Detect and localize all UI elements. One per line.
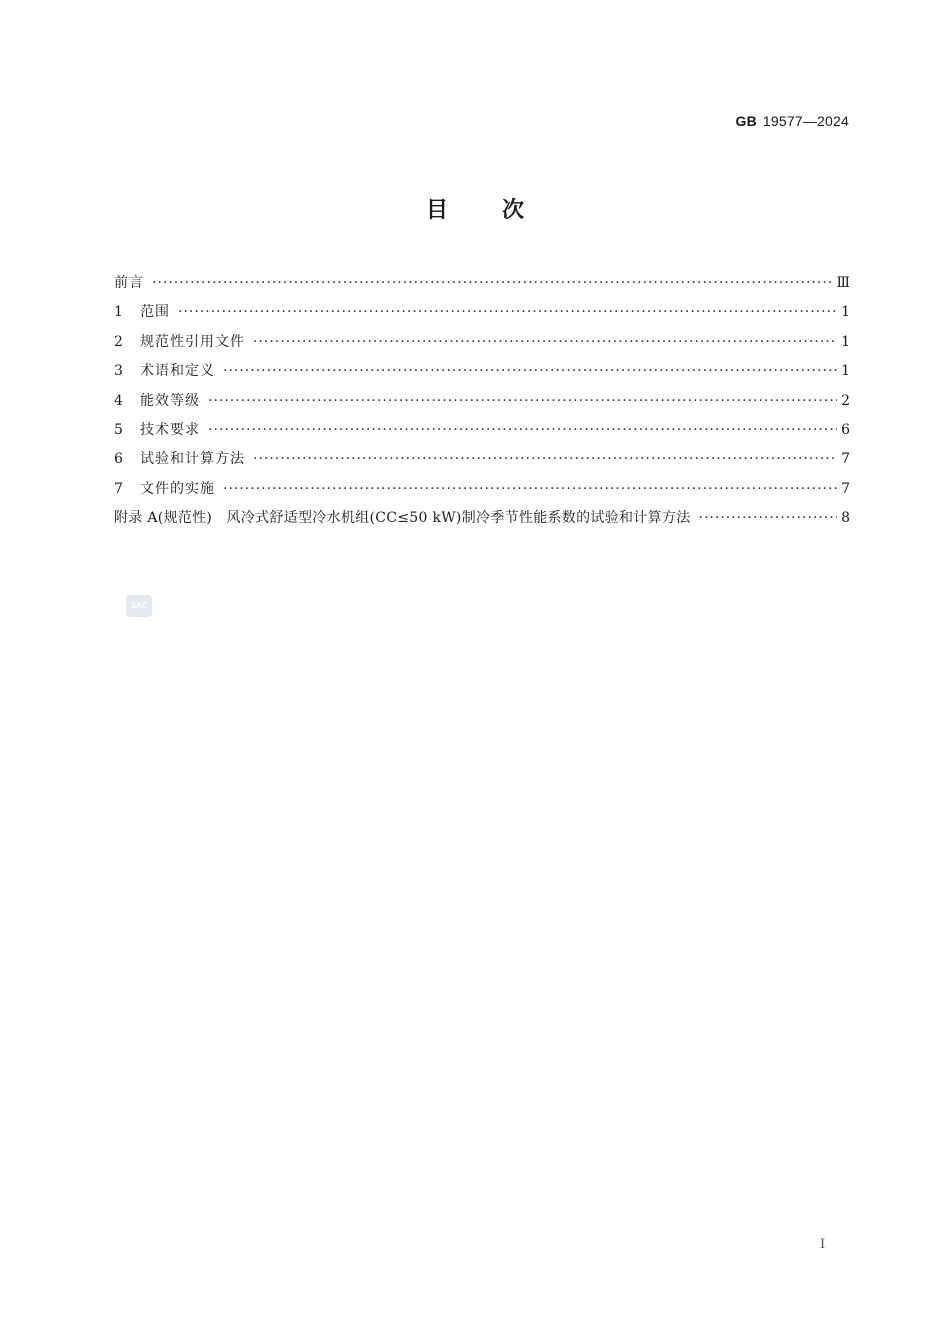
toc-leader-dots [208, 393, 837, 409]
toc-entry-label: 能效等级 [140, 392, 200, 409]
toc-page-number: 1 [841, 304, 850, 321]
toc-leader-dots [178, 304, 837, 320]
toc-page-number: 8 [841, 510, 850, 527]
toc-entry-label: 试验和计算方法 [140, 451, 245, 468]
toc-leader-dots [223, 363, 837, 379]
toc-entry-2[interactable] [114, 331, 850, 360]
toc-entry-4[interactable] [114, 390, 850, 419]
toc-entry-5[interactable] [114, 419, 850, 448]
toc-entry-number: 7 [114, 480, 123, 497]
toc-entry-label: 术语和定义 [140, 363, 215, 380]
toc-leader-dots [223, 481, 837, 497]
toc-page-number: 7 [841, 451, 850, 468]
toc-entry-label: 文件的实施 [140, 480, 215, 497]
toc-entry-label: 技术要求 [140, 421, 200, 438]
table-of-contents [114, 272, 850, 537]
toc-entry-6[interactable] [114, 448, 850, 477]
toc-leader-dots [253, 334, 837, 350]
standard-code [736, 113, 849, 129]
toc-entry-label: 附录 A(规范性) 风冷式舒适型冷水机组(CC≤50 kW)制冷季节性能系数的试验和计算方法 [114, 510, 691, 527]
toc-page-number: 2 [841, 392, 850, 409]
toc-entry-number: 4 [114, 392, 123, 409]
toc-leader-dots [253, 451, 837, 467]
toc-entry-label: 规范性引用文件 [140, 333, 245, 350]
toc-page-number: 1 [841, 333, 850, 350]
page-title: 目次 [425, 198, 578, 223]
toc-leader-dots [699, 510, 838, 526]
toc-entry-label: 范围 [140, 304, 170, 321]
toc-entry-number: 3 [114, 363, 123, 380]
toc-entry-number: 5 [114, 421, 123, 438]
toc-entry-1[interactable] [114, 301, 850, 330]
toc-leader-dots [208, 422, 837, 438]
toc-page-number: 6 [841, 421, 850, 438]
toc-page-number: Ⅲ [836, 275, 850, 291]
toc-leader-dots [152, 275, 832, 291]
toc-entry-label: 前言 [114, 275, 144, 291]
toc-page-number: 7 [841, 480, 850, 497]
toc-entry-7[interactable] [114, 478, 850, 507]
standard-prefix: GB [735, 113, 757, 129]
toc-entry-number: 6 [114, 451, 123, 468]
standard-number: 19577—2024 [762, 113, 849, 129]
toc-entry-3[interactable] [114, 360, 850, 389]
toc-page-number: 1 [841, 363, 850, 380]
sac-logo-watermark: SAC [126, 595, 152, 617]
toc-entry-number: 1 [114, 304, 123, 321]
toc-entry-foreword[interactable] [114, 272, 850, 301]
toc-entry-annex-a[interactable] [114, 507, 850, 536]
toc-entry-number: 2 [114, 333, 123, 350]
page-number: Ⅰ [820, 1237, 826, 1252]
